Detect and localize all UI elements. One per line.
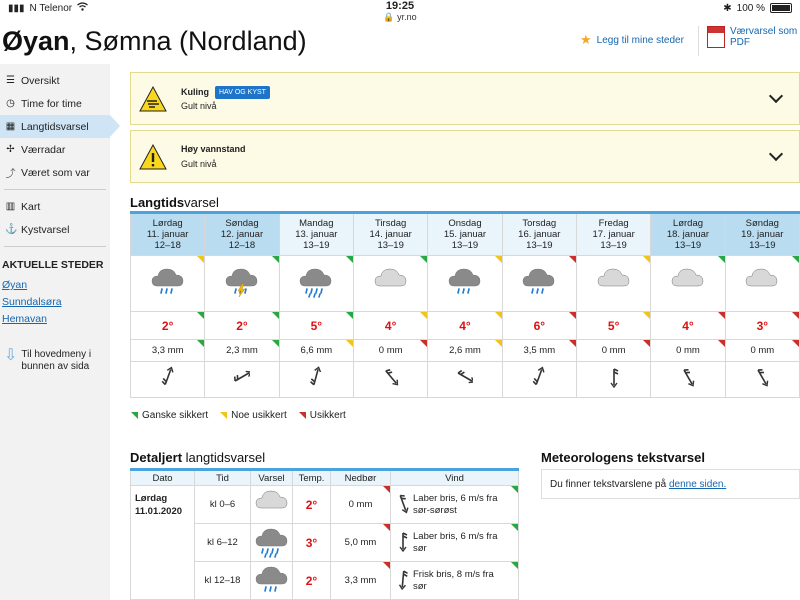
certainty-flag [272,312,279,319]
certainty-flag [420,340,427,347]
temperature-cell [428,312,502,340]
rain-weather-icon [521,285,557,302]
wind-cell [353,362,427,398]
temperature-cell [725,312,799,340]
forecast-cell [251,524,293,562]
meteorologist-box [541,469,800,499]
bluetooth-icon: ✱ [723,2,732,14]
sidebar-item-vaerradar[interactable] [0,138,110,161]
precipitation-cell [428,340,502,362]
certainty-flag [511,562,518,569]
time-value: kl 6–12 [207,537,238,548]
chart-icon: ⤴ [5,169,16,180]
wind-arrow-icon [160,375,176,392]
day-hours: 13–19 [303,240,330,251]
forecast-cell [131,256,205,312]
cloud-weather-icon [670,285,706,302]
wind-arrow-icon [395,492,413,518]
certainty-flag [272,340,279,347]
temperature-cell [279,312,353,340]
certainty-flag [792,340,799,347]
temperature-value: 5° [607,318,620,333]
precipitation-cell [576,340,650,362]
precipitation-value: 0 mm [750,345,775,356]
certainty-flag [346,312,353,319]
day-date: 15. januar [443,229,487,240]
date-cell [131,486,195,600]
anchor-icon: ⚓ [5,224,18,235]
precipitation-value: 0 mm [348,499,373,510]
wind-arrow-icon [383,375,399,392]
longterm-title [130,195,219,210]
clock-time: 19:25 [385,0,415,12]
day-hours: 13–19 [674,240,702,251]
column-header: Vind [391,470,519,486]
chevron-down-icon[interactable] [769,89,783,103]
forecast-cell [576,256,650,312]
wind-description: Frisk bris, 8 m/s fra sør [413,568,494,592]
forecast-cell [251,486,293,524]
temperature-value: 2° [236,318,248,333]
wind-arrow-icon [680,375,696,392]
certainty-flag [197,312,204,319]
wind-arrow-icon [308,375,324,392]
thunder-weather-icon [224,285,260,302]
day-date: 11. januar [146,229,189,240]
certainty-flag [272,256,279,263]
temperature-cell [293,562,331,600]
rain-weather-icon [447,285,483,302]
legend-label: Usikkert [309,410,346,421]
cloud-weather-icon [744,285,780,302]
forecast-cell [205,256,279,312]
day-header [651,213,725,256]
wind-arrow-icon [606,375,622,392]
pdf-label: Værvarsel som PDF [730,26,798,48]
precipitation-cell [131,340,205,362]
wind-cell [391,486,519,524]
temperature-cell [576,312,650,340]
sidebar-item-kystvarsel[interactable] [0,218,110,241]
sidebar-item-time-for-time[interactable] [0,92,110,115]
warning-hoy-vannstand[interactable] [130,130,800,183]
pdf-forecast-link[interactable] [698,26,800,56]
temperature-cell [205,312,279,340]
warning-title: Kuling [181,86,209,97]
temperature-value: 5° [310,318,323,333]
wind-cell [205,362,279,398]
temperature-value: 3° [756,318,769,333]
sidebar-item-label: Langtidsvarsel [21,120,89,133]
temperature-value: 6° [533,318,546,333]
certainty-flag [495,256,502,263]
certainty-flag [569,340,576,347]
page-title [2,26,307,57]
table-row [131,486,519,524]
legend-label: Ganske sikkert [142,410,209,421]
day-header [428,213,502,256]
sidebar-item-label: Kart [21,200,41,213]
temperature-value: 4° [384,318,397,333]
wind-cell [502,362,576,398]
back-to-main-menu-label: Til hovedmeny i bunnen av sida [21,349,92,372]
wind-arrow-icon [754,375,770,392]
clock-icon: ◷ [6,98,15,109]
precipitation-cell [651,340,725,362]
warning-level: Gult nivå [181,159,217,169]
precipitation-value: 3,3 mm [151,345,184,356]
wind-arrow-icon [395,568,413,594]
certainty-flag [383,562,390,569]
column-header: Nedbør [331,470,391,486]
certainty-flag [718,312,725,319]
certain-flag-icon [131,412,138,419]
arrow-down-icon: ⇩ [4,347,18,364]
precipitation-value: 2,6 mm [449,345,481,356]
wind-cell [576,362,650,398]
certainty-flag [495,312,502,319]
certainty-flag [383,486,390,493]
certainty-flag [511,486,518,493]
cloud-weather-icon [373,285,409,302]
certainty-flag [718,340,725,347]
detailed-title-bold: Detaljert [130,450,183,465]
forecast-cell [251,562,293,600]
wind-arrow-icon [234,375,250,392]
place-link-oyan[interactable]: Øyan [2,279,28,291]
day-date: 18. januar [666,229,710,240]
precipitation-value: 5,0 mm [344,537,377,548]
calendar-icon: ▦ [5,121,16,132]
cloud-weather-icon [254,512,290,523]
certainty-flag [643,256,650,263]
day-header [576,213,650,256]
exclamation-warning-icon [139,144,167,170]
back-to-main-menu[interactable] [0,349,110,373]
detailed-title [130,450,265,465]
certainty-flag [792,256,799,263]
precipitation-cell [279,340,353,362]
signal-icon: ▮▮▮ [8,2,25,14]
battery-label: 100 % [736,2,765,14]
certainty-flag [197,340,204,347]
wind-cell [651,362,725,398]
day-hours: 13–19 [451,240,479,251]
heavyrain-weather-icon [254,550,290,561]
certainty-flag [569,256,576,263]
list-icon: ☰ [6,75,15,86]
wind-cell [391,562,519,600]
temperature-cell [293,486,331,524]
longterm-title-rest: varsel [184,195,219,210]
certainty-flag [495,340,502,347]
sidebar-divider [4,189,106,190]
status-bar [0,0,800,22]
rain-weather-icon [150,285,186,302]
certainty-flag [511,524,518,531]
detailed-table [130,468,519,600]
meteorologist-link[interactable]: denne siden. [668,479,727,490]
time-cell [195,486,251,524]
sidebar-item-label: Kystvarsel [21,223,70,236]
very-uncertain-flag-icon [299,412,306,419]
add-favorite-label: Legg til mine steder [596,34,684,46]
day-header [279,213,353,256]
current-places-heading: AKTUELLE STEDER [2,259,104,271]
wind-cell [725,362,799,398]
map-icon: ▥ [5,201,16,212]
day-date: 17. januar [592,229,635,240]
day-date: 19. januar [741,229,784,240]
precipitation-value: 3,5 mm [523,345,556,356]
sidebar-item-langtidsvarsel[interactable] [0,115,110,138]
date-num: 11.01.2020 [135,506,183,517]
precipitation-cell [725,340,799,362]
satellite-icon: ✢ [6,144,15,155]
day-name: Lørdag [152,218,183,229]
sidebar-divider [4,246,106,247]
sidebar-item-label: Været som var [21,166,90,179]
wind-cell [279,362,353,398]
certainty-flag [569,312,576,319]
day-header [502,213,576,256]
column-header: Temp. [293,470,331,486]
temperature-value: 2° [305,497,318,512]
cloud-weather-icon [596,285,632,302]
wind-arrow-icon [457,375,473,392]
precipitation-value: 6,6 mm [300,345,333,356]
sidebar-item-label: Oversikt [21,74,60,87]
wind-arrow-icon [531,375,547,392]
precipitation-cell [331,562,391,600]
url-text: yr.no [397,12,417,22]
forecast-cell [279,256,353,312]
temperature-cell [131,312,205,340]
day-header [131,213,205,256]
certainty-flag [197,256,204,263]
certainty-flag [420,312,427,319]
temperature-cell [293,524,331,562]
precipitation-value: 2,3 mm [226,345,258,356]
precipitation-cell [502,340,576,362]
time-value: kl 12–18 [204,575,241,586]
star-icon: ★ [580,32,592,47]
wind-cell [131,362,205,398]
column-header: Varsel [251,470,293,486]
day-hours: 13–19 [377,240,404,251]
day-header [205,213,279,256]
precipitation-cell [331,486,391,524]
sidebar-item-oversikt[interactable] [0,69,110,92]
precipitation-value: 3,3 mm [344,575,377,586]
day-name: Mandag [299,218,334,229]
carrier-label: N Telenor [29,2,73,14]
temperature-value: 2° [161,318,174,333]
day-hours: 13–19 [749,240,776,251]
precipitation-value: 0 mm [378,345,403,356]
warning-title: Høy vannstand [181,144,246,154]
temperature-cell [502,312,576,340]
legend-label: Noe usikkert [231,410,287,421]
precipitation-cell [331,524,391,562]
warning-kuling[interactable] [130,72,800,125]
day-name: Søndag [225,218,259,229]
add-favorite-button[interactable] [580,32,684,48]
address-bar[interactable]: 🔒 yr.no [383,12,417,22]
sidebar-item-label: Værradar [21,143,66,156]
wind-cell [428,362,502,398]
day-name: Torsdag [522,218,557,229]
wind-warning-icon [139,86,167,112]
temperature-cell [353,312,427,340]
meteorologist-text: Du finner tekstvarslene på [550,479,667,490]
wind-cell [391,524,519,562]
forecast-cell [428,256,502,312]
temperature-cell [651,312,725,340]
forecast-cell [725,256,799,312]
longterm-title-bold: Langtids [130,195,185,210]
precipitation-value: 0 mm [676,345,700,356]
time-cell [195,562,251,600]
day-hours: 12–18 [154,240,181,251]
day-name: Tirsdag [374,218,407,229]
temperature-value: 3° [305,535,318,550]
chevron-down-icon[interactable] [769,147,783,161]
certainty-flag [346,256,353,263]
certainty-flag [383,524,390,531]
day-name: Søndag [745,218,779,229]
uncertain-flag-icon [220,412,227,419]
precipitation-cell [205,340,279,362]
longterm-table [130,211,800,398]
day-date: 14. januar [369,229,412,240]
day-date: 12. januar [220,229,264,240]
day-header [725,213,799,256]
certainty-flag [792,312,799,319]
pdf-icon [707,26,725,48]
day-header [353,213,427,256]
place-link-hemavan[interactable]: Hemavan [2,313,47,325]
forecast-cell [651,256,725,312]
detailed-title-rest: langtidsvarsel [182,450,266,465]
certainty-legend [131,410,346,421]
sidebar [0,64,110,600]
temperature-value: 4° [682,318,694,333]
column-header: Tid [195,470,251,486]
certainty-flag [718,256,725,263]
temperature-value: 4° [459,318,471,333]
sidebar-item-kart[interactable] [0,195,110,218]
wind-description: Laber bris, 6 m/s fra sør [413,530,498,554]
time-value: kl 0–6 [209,499,236,510]
warning-badge: HAV OG KYST [215,86,270,99]
day-hours: 13–19 [600,240,627,251]
wind-arrow-icon [395,530,413,556]
day-name: Onsdag [448,218,482,229]
day-hours: 13–19 [526,240,553,251]
place-name: Øyan [2,26,70,56]
column-header: Dato [131,470,195,486]
place-link-sunndalsora[interactable]: Sunndalsøra [2,296,62,308]
date-day: Lørdag [135,493,168,504]
certainty-flag [346,340,353,347]
precipitation-cell [353,340,427,362]
time-cell [195,524,251,562]
day-hours: 12–18 [228,240,256,251]
place-region: , Sømna (Nordland) [69,26,307,56]
certainty-flag [643,312,650,319]
temperature-value: 2° [305,573,318,588]
forecast-cell [353,256,427,312]
meteorologist-title: Meteorologens tekstvarsel [541,450,706,465]
day-date: 13. januar [295,229,338,240]
sidebar-item-label: Time for time [21,97,82,110]
certainty-flag [420,256,427,263]
sidebar-item-vaeret-som-var[interactable] [0,161,110,184]
certainty-flag [643,340,650,347]
day-name: Lørdag [672,218,704,229]
precipitation-value: 0 mm [601,345,626,356]
day-name: Fredag [598,218,629,229]
wind-description: Laber bris, 6 m/s fra sør-sørøst [413,492,498,516]
day-date: 16. januar [518,229,561,240]
forecast-cell [502,256,576,312]
warning-level: Gult nivå [181,101,217,111]
page-header [0,26,800,60]
heavyrain-weather-icon [298,285,334,302]
rain-weather-icon [254,588,290,599]
